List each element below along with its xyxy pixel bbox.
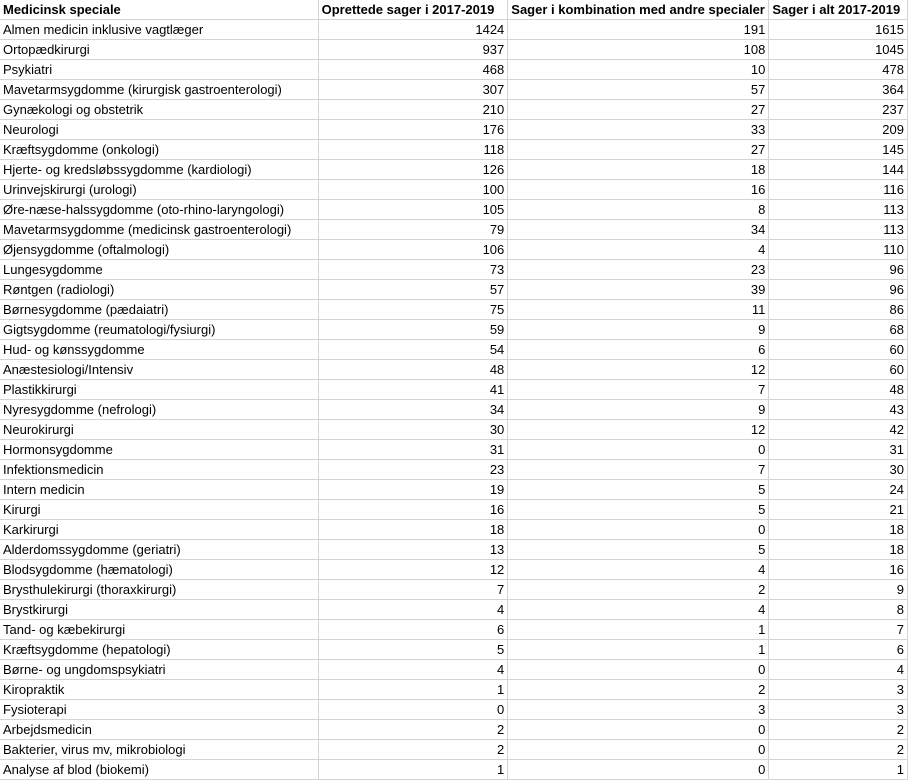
oprettede-cell[interactable]: 12 xyxy=(318,560,508,580)
table-row xyxy=(0,720,908,740)
total-cell[interactable]: 145 xyxy=(769,140,908,160)
table-row xyxy=(0,480,908,500)
speciale-cell[interactable]: Intern medicin xyxy=(0,480,318,500)
oprettede-cell[interactable]: 307 xyxy=(318,80,508,100)
kombination-cell[interactable]: 5 xyxy=(508,540,769,560)
total-cell[interactable]: 60 xyxy=(769,340,908,360)
kombination-cell[interactable]: 0 xyxy=(508,720,769,740)
oprettede-cell[interactable]: 7 xyxy=(318,580,508,600)
total-cell[interactable]: 1045 xyxy=(769,40,908,60)
speciale-cell[interactable]: Karkirurgi xyxy=(0,520,318,540)
oprettede-cell[interactable]: 48 xyxy=(318,360,508,380)
table-row xyxy=(0,360,908,380)
kombination-cell[interactable]: 8 xyxy=(508,200,769,220)
table-row xyxy=(0,400,908,420)
speciale-cell[interactable]: Kirurgi xyxy=(0,500,318,520)
table-row xyxy=(0,40,908,60)
total-cell[interactable]: 113 xyxy=(769,220,908,240)
speciale-cell[interactable]: Neurologi xyxy=(0,120,318,140)
table-row xyxy=(0,380,908,400)
oprettede-cell[interactable]: 118 xyxy=(318,140,508,160)
speciale-cell[interactable]: Kræftsygdomme (onkologi) xyxy=(0,140,318,160)
kombination-cell[interactable]: 4 xyxy=(508,240,769,260)
oprettede-cell[interactable]: 4 xyxy=(318,600,508,620)
speciale-cell[interactable]: Almen medicin inklusive vagtlæger xyxy=(0,20,318,40)
speciale-cell[interactable]: Børnesygdomme (pædaiatri) xyxy=(0,300,318,320)
table-row xyxy=(0,740,908,760)
speciale-cell[interactable]: Plastikkirurgi xyxy=(0,380,318,400)
speciale-cell[interactable]: Røntgen (radiologi) xyxy=(0,280,318,300)
total-cell[interactable]: 68 xyxy=(769,320,908,340)
table-row xyxy=(0,500,908,520)
speciale-cell[interactable]: Hud- og kønssygdomme xyxy=(0,340,318,360)
table-row xyxy=(0,760,908,780)
kombination-cell[interactable]: 16 xyxy=(508,180,769,200)
oprettede-cell[interactable]: 100 xyxy=(318,180,508,200)
speciale-cell[interactable]: Kiropraktik xyxy=(0,680,318,700)
table-row xyxy=(0,200,908,220)
kombination-cell[interactable]: 12 xyxy=(508,420,769,440)
speciale-cell[interactable]: Hormonsygdomme xyxy=(0,440,318,460)
table-row xyxy=(0,460,908,480)
oprettede-cell[interactable]: 57 xyxy=(318,280,508,300)
table-row xyxy=(0,520,908,540)
kombination-cell[interactable]: 18 xyxy=(508,160,769,180)
speciale-cell[interactable]: Analyse af blod (biokemi) xyxy=(0,760,318,780)
total-cell[interactable]: 144 xyxy=(769,160,908,180)
kombination-cell[interactable]: 7 xyxy=(508,380,769,400)
table-row xyxy=(0,420,908,440)
kombination-cell[interactable]: 9 xyxy=(508,400,769,420)
oprettede-cell[interactable]: 0 xyxy=(318,700,508,720)
table-row xyxy=(0,660,908,680)
speciale-cell[interactable]: Arbejdsmedicin xyxy=(0,720,318,740)
speciale-cell[interactable]: Alderdomssygdomme (geriatri) xyxy=(0,540,318,560)
speciale-cell[interactable]: Bakterier, virus mv, mikrobiologi xyxy=(0,740,318,760)
table-row xyxy=(0,100,908,120)
kombination-cell[interactable]: 0 xyxy=(508,760,769,780)
total-cell[interactable]: 96 xyxy=(769,260,908,280)
kombination-cell[interactable]: 9 xyxy=(508,320,769,340)
header-cell-speciale[interactable]: Medicinsk speciale xyxy=(0,0,318,20)
kombination-cell[interactable]: 0 xyxy=(508,660,769,680)
header-row xyxy=(0,0,908,20)
total-cell[interactable]: 24 xyxy=(769,480,908,500)
oprettede-cell[interactable]: 176 xyxy=(318,120,508,140)
table-row xyxy=(0,620,908,640)
table-row xyxy=(0,160,908,180)
oprettede-cell[interactable]: 4 xyxy=(318,660,508,680)
kombination-cell[interactable]: 4 xyxy=(508,600,769,620)
kombination-cell[interactable]: 108 xyxy=(508,40,769,60)
kombination-cell[interactable]: 34 xyxy=(508,220,769,240)
total-cell[interactable]: 2 xyxy=(769,720,908,740)
oprettede-cell[interactable]: 105 xyxy=(318,200,508,220)
speciale-cell[interactable]: Urinvejskirurgi (urologi) xyxy=(0,180,318,200)
oprettede-cell[interactable]: 34 xyxy=(318,400,508,420)
total-cell[interactable]: 48 xyxy=(769,380,908,400)
oprettede-cell[interactable]: 79 xyxy=(318,220,508,240)
total-cell[interactable]: 21 xyxy=(769,500,908,520)
kombination-cell[interactable]: 7 xyxy=(508,460,769,480)
kombination-cell[interactable]: 23 xyxy=(508,260,769,280)
speciale-cell[interactable]: Nyresygdomme (nefrologi) xyxy=(0,400,318,420)
table-row xyxy=(0,280,908,300)
header-cell-oprettede[interactable]: Oprettede sager i 2017-2019 xyxy=(318,0,508,20)
table-row xyxy=(0,540,908,560)
oprettede-cell[interactable]: 59 xyxy=(318,320,508,340)
speciale-cell[interactable]: Anæstesiologi/Intensiv xyxy=(0,360,318,380)
kombination-cell[interactable]: 3 xyxy=(508,700,769,720)
oprettede-cell[interactable]: 5 xyxy=(318,640,508,660)
speciale-cell[interactable]: Psykiatri xyxy=(0,60,318,80)
kombination-cell[interactable]: 0 xyxy=(508,740,769,760)
oprettede-cell[interactable]: 31 xyxy=(318,440,508,460)
total-cell[interactable]: 7 xyxy=(769,620,908,640)
oprettede-cell[interactable]: 1 xyxy=(318,680,508,700)
speciale-cell[interactable]: Blodsygdomme (hæmatologi) xyxy=(0,560,318,580)
table-row xyxy=(0,260,908,280)
kombination-cell[interactable]: 6 xyxy=(508,340,769,360)
kombination-cell[interactable]: 5 xyxy=(508,480,769,500)
total-cell[interactable]: 9 xyxy=(769,580,908,600)
speciale-cell[interactable]: Børne- og ungdomspsykiatri xyxy=(0,660,318,680)
table-row xyxy=(0,640,908,660)
kombination-cell[interactable]: 0 xyxy=(508,520,769,540)
total-cell[interactable]: 2 xyxy=(769,740,908,760)
total-cell[interactable]: 86 xyxy=(769,300,908,320)
total-cell[interactable]: 31 xyxy=(769,440,908,460)
kombination-cell[interactable]: 1 xyxy=(508,620,769,640)
total-cell[interactable]: 116 xyxy=(769,180,908,200)
oprettede-cell[interactable]: 468 xyxy=(318,60,508,80)
oprettede-cell[interactable]: 937 xyxy=(318,40,508,60)
kombination-cell[interactable]: 5 xyxy=(508,500,769,520)
table-row xyxy=(0,560,908,580)
oprettede-cell[interactable]: 2 xyxy=(318,720,508,740)
table-row xyxy=(0,320,908,340)
total-cell[interactable]: 3 xyxy=(769,700,908,720)
total-cell[interactable]: 96 xyxy=(769,280,908,300)
kombination-cell[interactable]: 12 xyxy=(508,360,769,380)
table-row xyxy=(0,300,908,320)
speciale-cell[interactable]: Brysthulekirurgi (thoraxkirurgi) xyxy=(0,580,318,600)
table-row xyxy=(0,600,908,620)
speciale-cell[interactable]: Mavetarmsygdomme (kirurgisk gastroenterologi) xyxy=(0,80,318,100)
header-cell-kombination[interactable]: Sager i kombination med andre specialer xyxy=(508,0,769,20)
oprettede-cell[interactable]: 6 xyxy=(318,620,508,640)
total-cell[interactable]: 30 xyxy=(769,460,908,480)
oprettede-cell[interactable]: 19 xyxy=(318,480,508,500)
oprettede-cell[interactable]: 126 xyxy=(318,160,508,180)
total-cell[interactable]: 8 xyxy=(769,600,908,620)
speciale-cell[interactable]: Tand- og kæbekirurgi xyxy=(0,620,318,640)
speciale-cell[interactable]: Ortopædkirurgi xyxy=(0,40,318,60)
speciale-cell[interactable]: Gigtsygdomme (reumatologi/fysiurgi) xyxy=(0,320,318,340)
table-row xyxy=(0,120,908,140)
total-cell[interactable]: 478 xyxy=(769,60,908,80)
total-cell[interactable]: 364 xyxy=(769,80,908,100)
total-cell[interactable]: 209 xyxy=(769,120,908,140)
oprettede-cell[interactable]: 1 xyxy=(318,760,508,780)
oprettede-cell[interactable]: 54 xyxy=(318,340,508,360)
total-cell[interactable]: 42 xyxy=(769,420,908,440)
kombination-cell[interactable]: 57 xyxy=(508,80,769,100)
speciale-cell[interactable]: Øre-næse-halssygdomme (oto-rhino-laryngologi) xyxy=(0,200,318,220)
total-cell[interactable]: 3 xyxy=(769,680,908,700)
kombination-cell[interactable]: 10 xyxy=(508,60,769,80)
total-cell[interactable]: 6 xyxy=(769,640,908,660)
speciale-cell[interactable]: Øjensygdomme (oftalmologi) xyxy=(0,240,318,260)
speciale-cell[interactable]: Gynækologi og obstetrik xyxy=(0,100,318,120)
kombination-cell[interactable]: 1 xyxy=(508,640,769,660)
table-row xyxy=(0,180,908,200)
oprettede-cell[interactable]: 2 xyxy=(318,740,508,760)
table-row xyxy=(0,60,908,80)
speciale-cell[interactable]: Kræftsygdomme (hepatologi) xyxy=(0,640,318,660)
total-cell[interactable]: 237 xyxy=(769,100,908,120)
table-row xyxy=(0,580,908,600)
speciale-cell[interactable]: Infektionsmedicin xyxy=(0,460,318,480)
total-cell[interactable]: 18 xyxy=(769,540,908,560)
total-cell[interactable]: 60 xyxy=(769,360,908,380)
oprettede-cell[interactable]: 13 xyxy=(318,540,508,560)
total-cell[interactable]: 18 xyxy=(769,520,908,540)
oprettede-cell[interactable]: 73 xyxy=(318,260,508,280)
speciale-cell[interactable]: Fysioterapi xyxy=(0,700,318,720)
oprettede-cell[interactable]: 75 xyxy=(318,300,508,320)
kombination-cell[interactable]: 27 xyxy=(508,100,769,120)
speciale-cell[interactable]: Brystkirurgi xyxy=(0,600,318,620)
kombination-cell[interactable]: 2 xyxy=(508,680,769,700)
total-cell[interactable]: 1 xyxy=(769,760,908,780)
speciale-cell[interactable]: Mavetarmsygdomme (medicinsk gastroenterologi) xyxy=(0,220,318,240)
speciale-cell[interactable]: Hjerte- og kredsløbssygdomme (kardiologi) xyxy=(0,160,318,180)
kombination-cell[interactable]: 4 xyxy=(508,560,769,580)
table-row xyxy=(0,220,908,240)
kombination-cell[interactable]: 33 xyxy=(508,120,769,140)
total-cell[interactable]: 1615 xyxy=(769,20,908,40)
kombination-cell[interactable]: 0 xyxy=(508,440,769,460)
oprettede-cell[interactable]: 210 xyxy=(318,100,508,120)
table-row xyxy=(0,700,908,720)
speciale-cell[interactable]: Neurokirurgi xyxy=(0,420,318,440)
table-row xyxy=(0,80,908,100)
table-row xyxy=(0,440,908,460)
table-row xyxy=(0,140,908,160)
kombination-cell[interactable]: 11 xyxy=(508,300,769,320)
kombination-cell[interactable]: 2 xyxy=(508,580,769,600)
kombination-cell[interactable]: 39 xyxy=(508,280,769,300)
speciale-cell[interactable]: Lungesygdomme xyxy=(0,260,318,280)
table-row xyxy=(0,240,908,260)
oprettede-cell[interactable]: 106 xyxy=(318,240,508,260)
total-cell[interactable]: 16 xyxy=(769,560,908,580)
table-row xyxy=(0,340,908,360)
total-cell[interactable]: 110 xyxy=(769,240,908,260)
table-row xyxy=(0,680,908,700)
total-cell[interactable]: 4 xyxy=(769,660,908,680)
oprettede-cell[interactable]: 18 xyxy=(318,520,508,540)
header-cell-total[interactable]: Sager i alt 2017-2019 xyxy=(769,0,908,20)
table-body xyxy=(0,20,908,780)
oprettede-cell[interactable]: 16 xyxy=(318,500,508,520)
total-cell[interactable]: 43 xyxy=(769,400,908,420)
kombination-cell[interactable]: 27 xyxy=(508,140,769,160)
total-cell[interactable]: 113 xyxy=(769,200,908,220)
table-row xyxy=(0,20,908,40)
kombination-cell[interactable]: 191 xyxy=(508,20,769,40)
oprettede-cell[interactable]: 41 xyxy=(318,380,508,400)
oprettede-cell[interactable]: 23 xyxy=(318,460,508,480)
oprettede-cell[interactable]: 1424 xyxy=(318,20,508,40)
oprettede-cell[interactable]: 30 xyxy=(318,420,508,440)
